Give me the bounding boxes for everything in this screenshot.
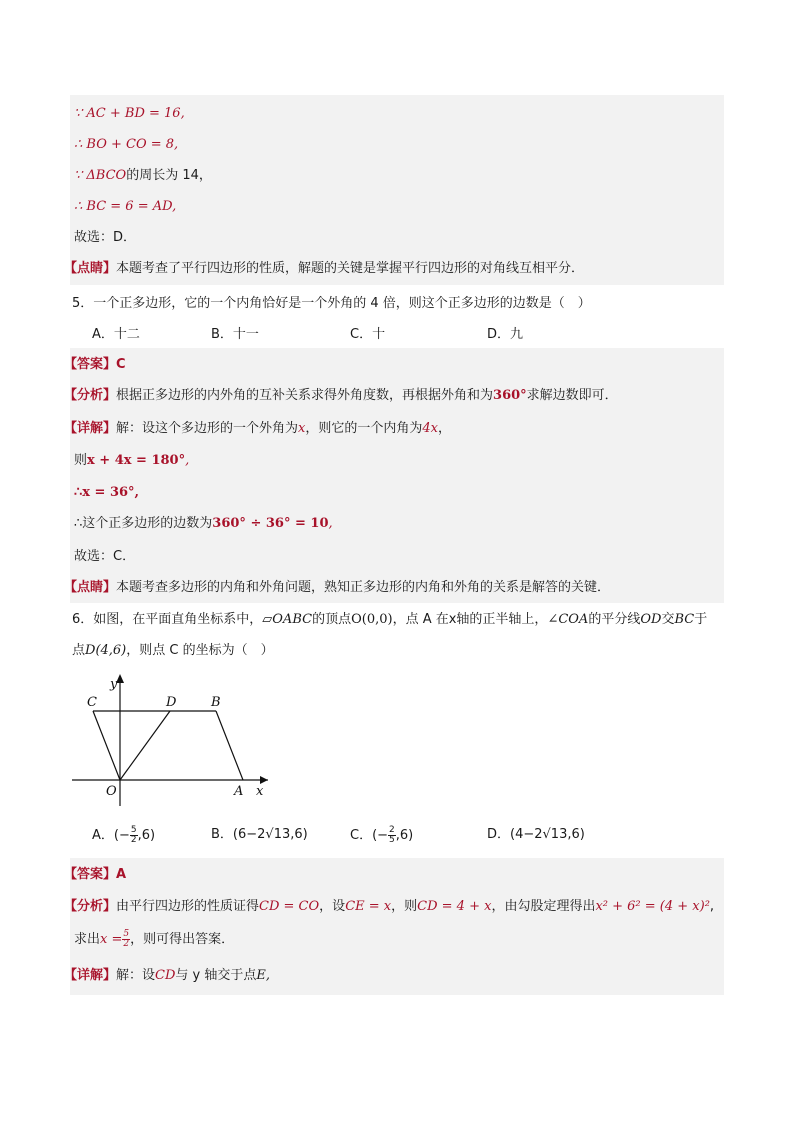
option-value: (− — [372, 828, 389, 843]
q6-option-d — [487, 826, 585, 844]
label-a: A — [234, 784, 244, 799]
question-6-stem-cont — [72, 642, 274, 660]
math-expression: ∵ ΔBCO — [74, 168, 127, 183]
answer-value: C — [116, 357, 126, 372]
numerator: 2 — [389, 825, 395, 835]
option-c: C．十 — [350, 327, 386, 342]
label-b: B — [211, 695, 221, 710]
math-expression: CD — [155, 968, 176, 983]
option-label: C． — [350, 828, 373, 843]
stem-text: 6．如图，在平面直角坐标系中， — [72, 612, 263, 627]
question-6-stem — [72, 611, 707, 629]
math-expression: 4x — [422, 421, 438, 436]
math-expression: 360° — [493, 388, 527, 403]
q6-option-c — [350, 826, 413, 845]
fraction — [122, 930, 130, 949]
math-expression: CE = x — [345, 899, 392, 914]
solution-line — [74, 515, 333, 533]
solution-text: 的周长为 14， — [126, 168, 212, 183]
math-expression: O(0,0) — [351, 612, 393, 627]
option-value: ,6) — [137, 828, 156, 843]
solution-line — [74, 198, 176, 216]
math-expression: OD — [640, 612, 662, 627]
q6-option-b — [211, 826, 308, 844]
math-expression: ▱OABC — [262, 612, 313, 627]
stem-text: 于 — [694, 612, 708, 627]
detail-tag: 【详解】 — [64, 968, 117, 983]
comment-line — [64, 260, 584, 278]
answer-line — [64, 356, 126, 374]
math-expression: ∴ BC = 6 = AD, — [74, 199, 177, 214]
answer-tag: 【答案】 — [64, 357, 117, 372]
detail-text: ，则它的一个内角为 — [305, 421, 423, 436]
analysis-text: 求解边数即可． — [526, 388, 618, 403]
stem-text: 的顶点 — [312, 612, 352, 627]
math-expression: CD = CO — [259, 899, 320, 914]
segment-ba — [216, 711, 243, 780]
detail-line — [64, 420, 451, 438]
comment-tag: 【点睛】 — [64, 580, 117, 595]
solution-line — [74, 136, 178, 154]
choice-line: 故选：D． — [74, 230, 137, 245]
stem-text: ，则点 C 的坐标为（ ） — [126, 643, 274, 658]
analysis-text: ，由勾股定理得出 — [491, 899, 596, 914]
math-expression: , — [328, 516, 333, 531]
math-expression: x = — [100, 932, 123, 947]
detail-text: 与 y 轴交于点 — [175, 968, 257, 983]
math-expression: ∴x = 36°, — [74, 485, 140, 500]
label-o: O — [106, 784, 117, 799]
solution-line — [74, 167, 212, 185]
numerator: 5 — [130, 825, 137, 835]
analysis-text: ，则可得出答案． — [130, 932, 235, 947]
denominator: 5 — [389, 835, 395, 845]
math-expression: ∴ BO + CO = 8, — [74, 137, 179, 152]
fraction — [130, 826, 138, 845]
numerator: 5 — [123, 929, 130, 939]
comment-text: 本题考查了平行四边形的性质，解题的关键是掌握平行四边形的对角线互相平分． — [116, 261, 585, 276]
math-expression: 360° ÷ 36° = 10 — [212, 516, 329, 531]
option-label: D． — [487, 827, 511, 842]
answer-value: A — [116, 867, 127, 882]
solution-text: 则 — [74, 453, 88, 468]
choice-line: 故选：C． — [74, 549, 136, 564]
analysis-tag: 【分析】 — [64, 899, 117, 914]
math-expression: x² + 6² = (4 + x)² — [595, 899, 710, 914]
comment-tag: 【点睛】 — [64, 261, 117, 276]
comment-text: 本题考查多边形的内角和外角问题，熟知正多边形的内角和外角的关系是解答的关键． — [116, 580, 611, 595]
math-expression: CD = 4 + x — [417, 899, 492, 914]
option-value: ,6) — [395, 828, 414, 843]
answer-line — [64, 866, 126, 884]
math-expression: x + 4x = 180° — [87, 453, 186, 468]
analysis-text: 求出 — [74, 932, 101, 947]
solution-line — [74, 105, 185, 123]
stem-text: 的平分线 — [588, 612, 641, 627]
solution-text: ∴这个正多边形的边数为 — [74, 516, 213, 531]
option-value: (− — [113, 828, 130, 843]
option-b: B．十一 — [211, 327, 259, 342]
math-expression: , — [185, 453, 190, 468]
x-axis-arrow — [260, 776, 268, 784]
analysis-line-cont — [74, 930, 234, 948]
analysis-tag: 【分析】 — [64, 388, 117, 403]
stem-text: ，点 A 在x轴的正半轴上， — [392, 612, 548, 627]
stem-text: 交 — [661, 612, 675, 627]
detail-text: 解：设这个多边形的一个外角为 — [116, 421, 299, 436]
denominator: 2 — [123, 939, 130, 949]
analysis-line — [64, 898, 714, 916]
label-d: D — [166, 695, 177, 710]
analysis-text: 由平行四边形的性质证得 — [116, 899, 260, 914]
option-label: B． — [211, 827, 233, 842]
comment-line — [64, 579, 610, 597]
math-expression: ∵ AC + BD = 16, — [74, 106, 185, 121]
option-value: (6−2√13,6) — [232, 827, 308, 842]
math-expression: x — [298, 421, 306, 436]
segment-co — [93, 711, 120, 780]
math-expression: BC — [674, 612, 695, 627]
q6-option-a — [92, 826, 155, 845]
prev-solution-block — [64, 95, 724, 285]
math-expression: D(4,6) — [85, 643, 127, 658]
detail-text: ， — [438, 421, 452, 436]
q6-solution-block — [64, 858, 724, 995]
question-5-stem: 5．一个正多边形，它的一个内角恰好是一个外角的 4 倍，则这个正多边形的边数是（ ） — [72, 296, 591, 311]
math-expression: ∠COA — [547, 612, 589, 627]
analysis-text: , — [709, 899, 715, 914]
label-c: C — [87, 695, 97, 710]
detail-text: 解：设 — [116, 968, 156, 983]
fraction — [388, 826, 396, 845]
option-label: A． — [92, 828, 114, 843]
denominator: 2 — [130, 835, 137, 845]
segment-od — [120, 711, 170, 780]
option-d: D．九 — [487, 327, 524, 342]
option-value: (4−2√13,6) — [510, 827, 585, 842]
analysis-text: ，设 — [319, 899, 346, 914]
parallelogram-figure — [70, 668, 275, 808]
solution-line — [74, 452, 189, 470]
analysis-line — [64, 387, 618, 405]
q5-solution-block — [64, 348, 724, 603]
label-y: y — [110, 677, 118, 692]
detail-tag: 【详解】 — [64, 421, 117, 436]
detail-line — [64, 967, 270, 985]
answer-tag: 【答案】 — [64, 867, 117, 882]
solution-line — [74, 484, 139, 502]
math-expression: E, — [256, 968, 270, 983]
analysis-text: 根据正多边形的内外角的互补关系求得外角度数，再根据外角和为 — [116, 388, 494, 403]
analysis-text: ，则 — [391, 899, 418, 914]
stem-text: 点 — [72, 643, 86, 658]
option-a: A．十二 — [92, 327, 140, 342]
label-x: x — [256, 784, 264, 799]
